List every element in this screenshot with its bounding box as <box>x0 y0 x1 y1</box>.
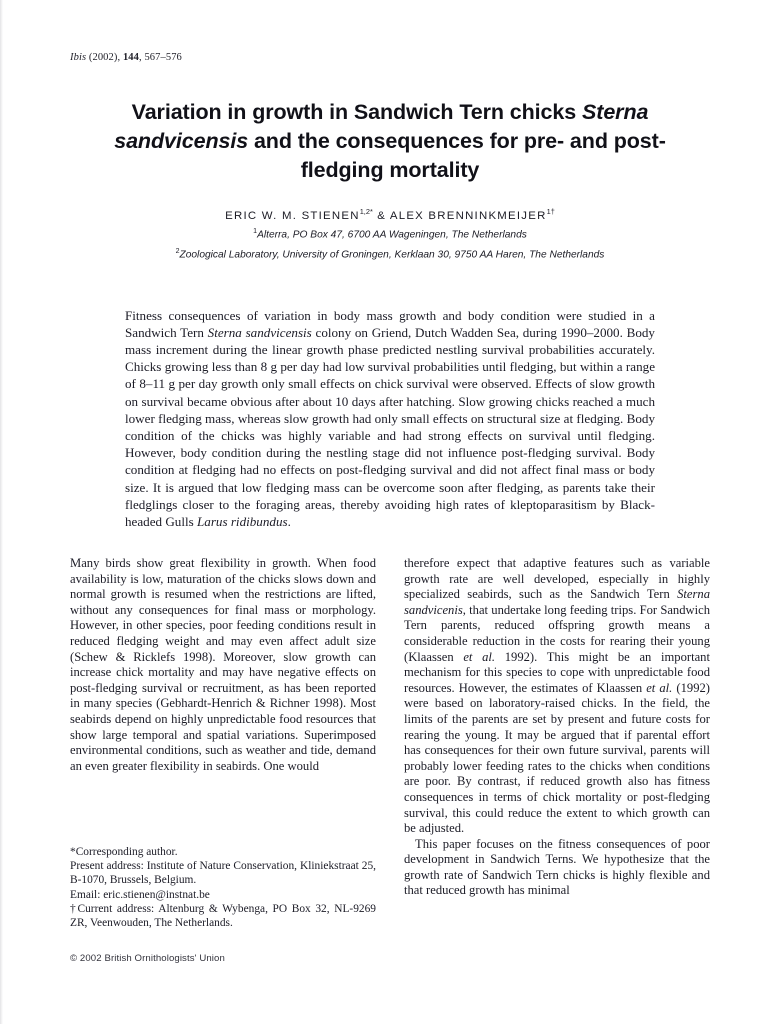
affiliation-two <box>70 245 710 262</box>
author-separator: & ALEX BRENNINKMEIJER <box>372 209 547 222</box>
page-content <box>70 0 710 530</box>
footnote-block <box>70 845 376 930</box>
abstract-species-2: Larus ridibundus <box>197 514 288 530</box>
abstract-part-3: . <box>287 514 291 530</box>
footnote-corresponding-author: *Corresponding author. <box>70 846 178 858</box>
title-species-1: Sterna <box>582 100 649 124</box>
affiliation-one <box>70 225 710 242</box>
right-p1-part-d: (1992) were based on laboratory-raised chicks. In the field, the limits of the parents are set by present and future costs for rearing the young. It may be argued that if parental effort has consequences for their own future survival, parents will probably lower feeding rates to the chicks when conditions are poor. By contrast, if reduced growth also has fitness consequences in terms of chick mortality or post-fledging survival, this could reduce the extent to which growth can be adjusted. <box>404 680 710 836</box>
abstract-species-1: Sterna sandvicensis <box>207 324 312 340</box>
author-one: ERIC W. M. STIENEN <box>225 209 360 222</box>
title-part-2: and the consequences for pre- and <box>248 129 608 153</box>
footnote-present-address: Present address: Institute of Nature Conservation, Kliniekstraat 25, B-1070, Brussels, Belgium. <box>70 860 376 887</box>
footnote-email: Email: eric.stienen@instnat.be <box>70 888 210 901</box>
right-p1-etal-1: et al. <box>463 649 496 664</box>
page-title <box>70 98 710 185</box>
copyright-notice: © 2002 British Ornithologists' Union <box>70 953 225 964</box>
right-paragraph-2: This paper focuses on the fitness consequences of poor development in Sandwich Terns. We hypothesize that the growth rate of Sandwich Tern chicks is highly flexible and that reduced growth has minimal <box>404 836 710 898</box>
journal-year: (2002), <box>86 52 123 63</box>
right-paragraph-1 <box>404 556 710 837</box>
journal-running-head <box>70 52 710 63</box>
title-species-2: sandvicensis <box>114 129 249 153</box>
affiliation-two-text: Zoological Laboratory, University of Groningen, Kerklaan 30, 9750 AA Haren, The Netherlands <box>179 249 605 261</box>
right-p1-part-b: , that undertake long feeding trips. For Sandwich Tern parents, reduced offspring growth means a considerable reduction in the costs for rearing their young (Klaassen <box>404 602 710 664</box>
abstract-text <box>125 307 655 531</box>
title-part-1: Variation in growth in Sandwich Tern chicks <box>131 100 583 124</box>
abstract-part-2: colony on Griend, Dutch Wadden Sea, during 1990–2000. Body mass increment during the linear growth phase predicted nestling survival probabilities accurately. Chicks growing less than 8 g per day had low survival probabilities until fledging, but within a range of 8–11 g per day growth only small effects on chick survival were observed. Effects of slow growth on survival became obvious after about 10 days after hatching. Slow growing chicks reached a much lower fledging mass, whereas slow growth had only small effects on structural size at fledging. Body condition of the chicks was highly variable and had strong effects on survival until fledging. However, body condition during the nestling stage did not influence post-fledging survival. Body condition at fledging had no effects on post-fledging survival and did not affect final mass or body size. It is argued that low fledging mass can be overcome soon after fledging, as parents take their fledglings closer to the foraging areas, thereby avoiding high rates of kleptoparasitism by Black-headed Gulls <box>125 324 655 530</box>
right-p1-etal-2: et al. <box>646 680 673 695</box>
left-paragraph-1: Many birds show great flexibility in growth. When food availability is low, maturation of the chicks slows down and normal growth is resumed when the restrictions are lifted, without any consequences for final mass or morphology. However, in other species, poor feeding conditions result in reduced fledging weight and may even affect adult size (Schew & Ricklefs 1998). Moreover, slow growth can increase chick mortality and may have negative effects on post-fledging survival or recruitment, as has been reported in many species (Gebhardt-Henrich & Richner 1998). Most seabirds depend on highly unpredictable food resources that show large temporal and spatial variations. Superimposed environmental conditions, such as weather and tide, demand an even greater flexibility in seabirds. One would <box>70 556 376 773</box>
author-list <box>70 207 710 222</box>
right-p1-part-a: therefore expect that adaptive features such as variable growth rate are well developed, especially in highly specialized seabirds, such as the Sandwich Tern <box>404 556 710 602</box>
journal-pages: , 567–576 <box>139 52 182 63</box>
right-p1-species: Sterna sandvicenis <box>404 587 710 617</box>
footnote-current-address: †Current address: Altenburg & Wybenga, PO Box 32, NL-9269 ZR, Veenwouden, The Netherlands. <box>70 902 376 930</box>
affiliation-two-marker: 2 <box>175 248 180 256</box>
author-two-superscript: 1† <box>546 207 555 216</box>
author-one-superscript: 1,2* <box>359 207 373 216</box>
abstract-part-1: Fitness consequences of variation in body mass growth and body condition were studied in a Sandwich Tern <box>125 307 655 340</box>
affiliation-one-marker: 1 <box>253 227 258 235</box>
right-text-column <box>404 556 710 899</box>
affiliation-one-text: Alterra, PO Box 47, 6700 AA Wageningen, The Netherlands <box>257 229 527 241</box>
journal-volume: 144 <box>122 52 139 63</box>
right-p1-part-c: 1992). This might be an important mechanism for this species to cope with unpredictable food resources. However, the estimates of Klaassen <box>404 649 710 695</box>
journal-name: Ibis <box>70 52 87 63</box>
title-part-3: post-fledging mortality <box>300 129 666 182</box>
